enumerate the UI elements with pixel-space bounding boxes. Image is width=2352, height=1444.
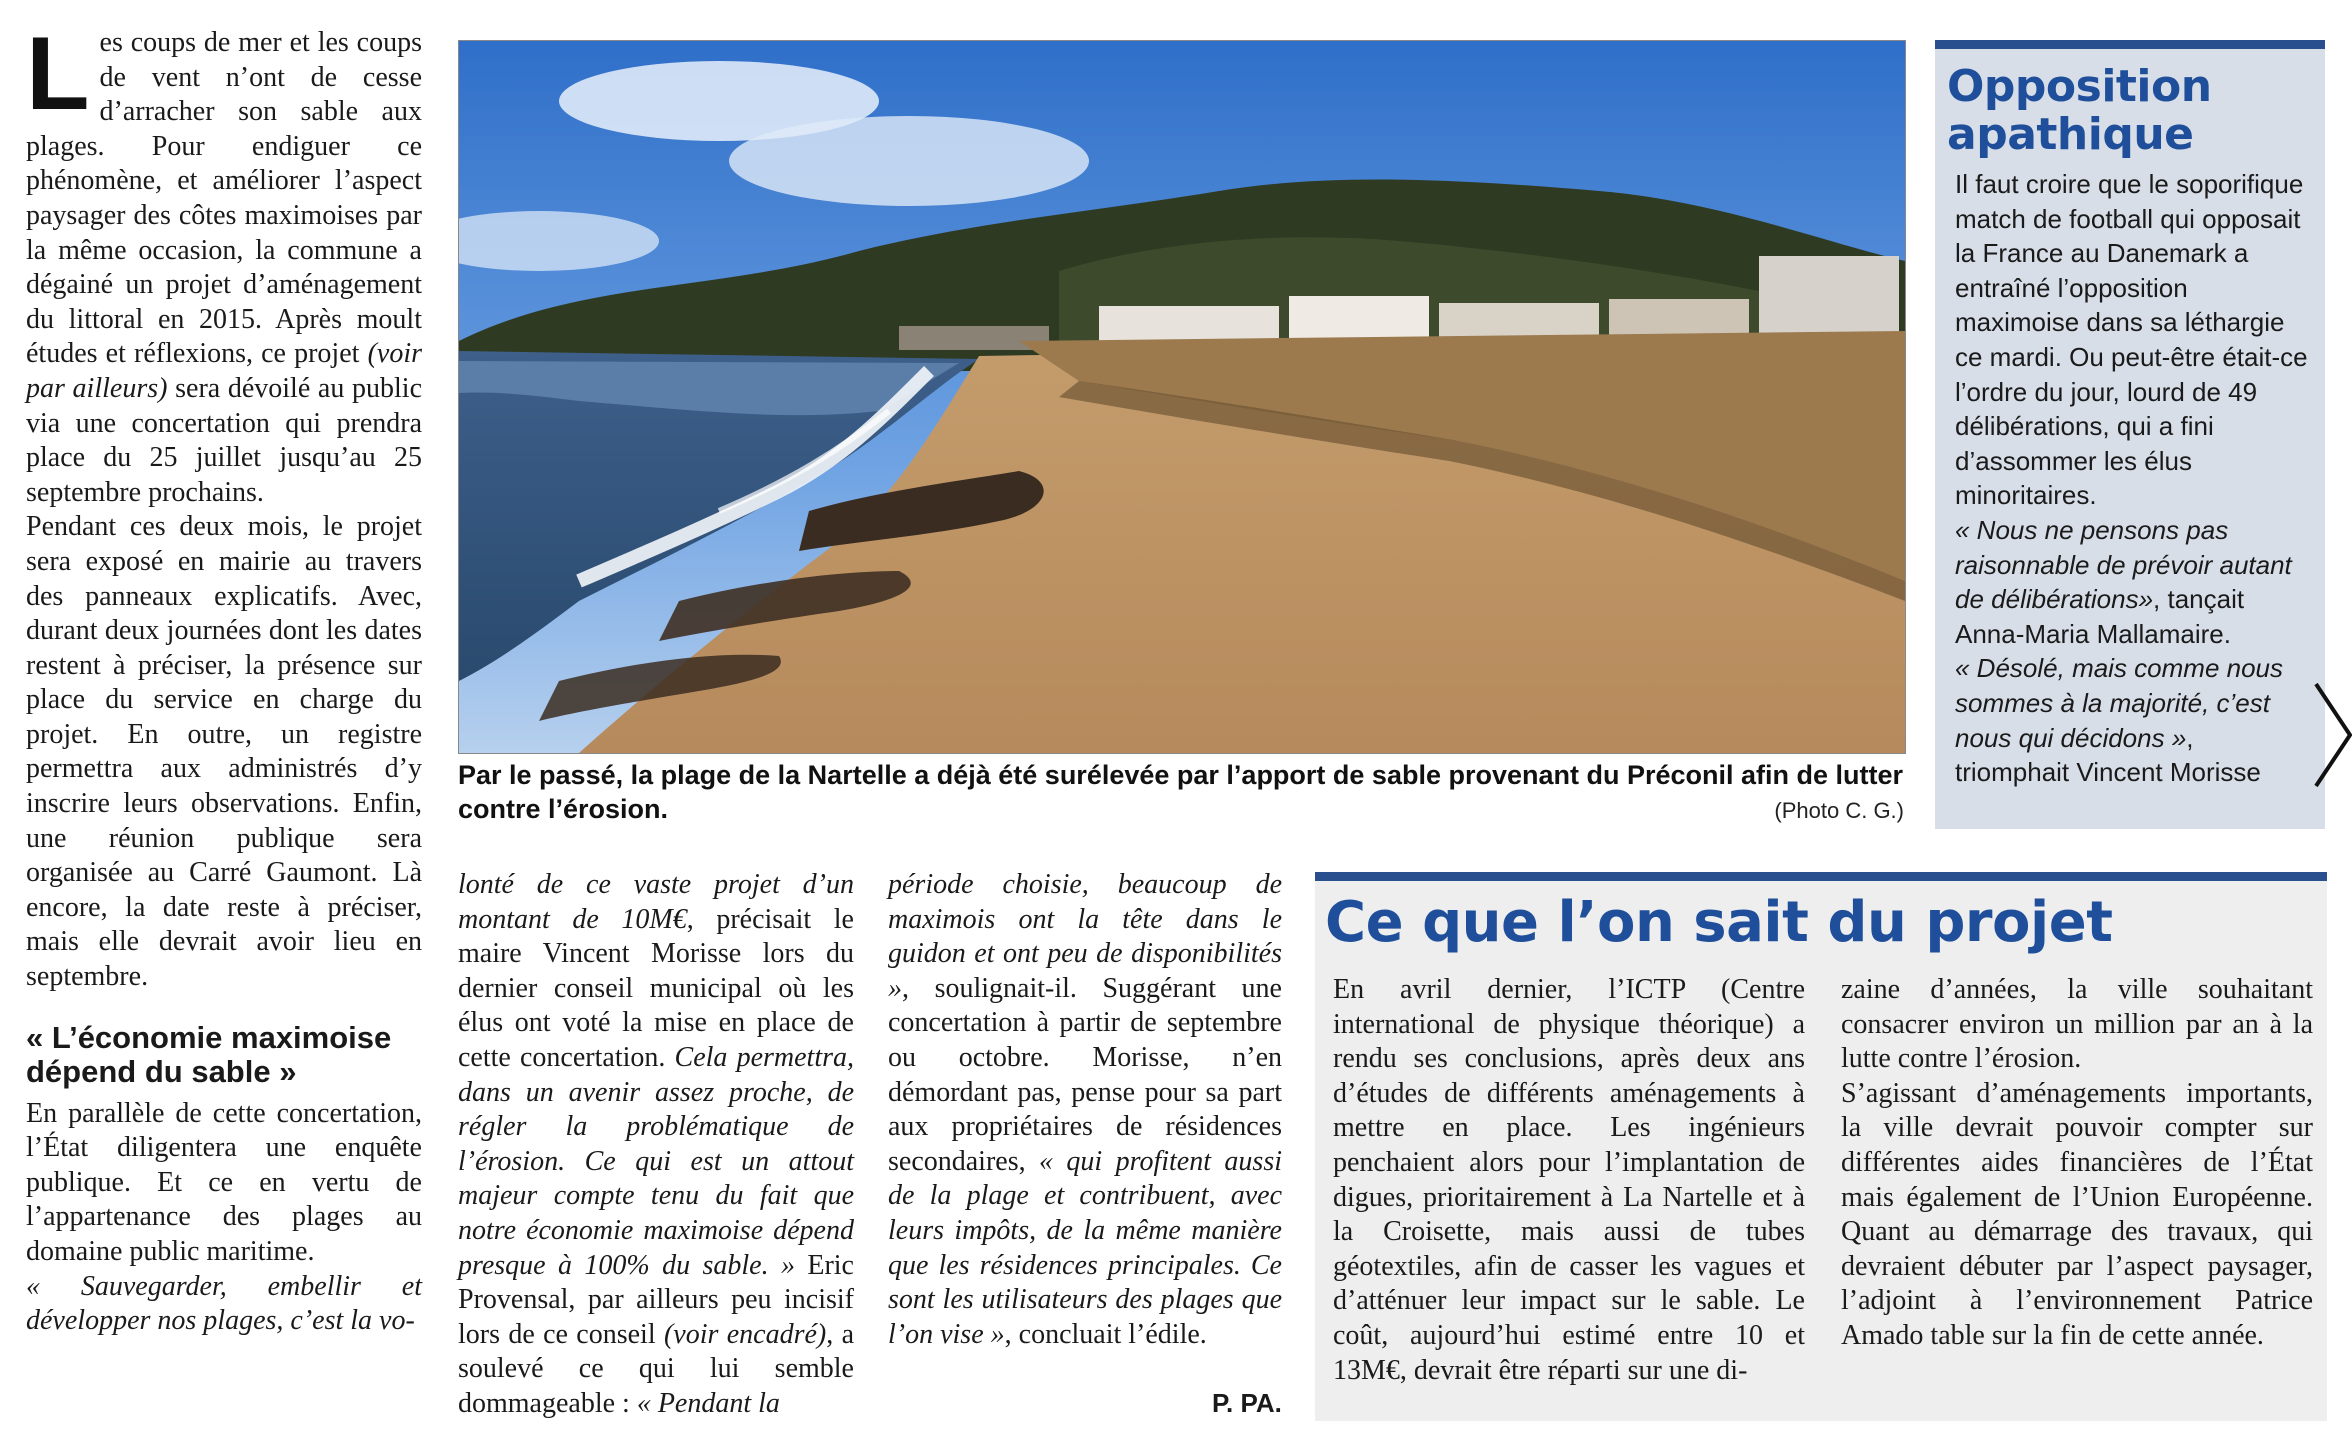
article-column-1: [26, 16, 423, 1339]
sidebar-title: Opposition apathique: [1947, 61, 2212, 160]
drop-cap: L: [26, 16, 90, 132]
sidebar-quote-2: « Désolé, mais comme nous sommes à la majorité, c’est nous qui décidons », triomphait Vincent Morisse: [1955, 653, 2284, 788]
sidebar-paragraph: Il faut croire que le soporifique match de football qui opposait la France au Danemark a entraîné l’opposition maximoise dans sa léthargie ce mardi. Ou peut-être était-ce l’ordre du jour, lourd de 49 délibérations, qui a fini d’assommer les élus minoritaires.: [1955, 169, 2308, 511]
box-paragraph-2: zaine d’années, la ville souhaitant consacrer environ un million par an à la lutte contre l’érosion.: [1841, 974, 2313, 1075]
article-col2-text: lonté de ce vaste projet d’un montant de 10M€, précisait le maire Vincent Morisse lors du dernier conseil municipal où les élus ont voté la mise en place de cette concertation. Cela permettra, dans un avenir assez proche, de régler la problématique de l’érosion. Ce qui est un attout majeur compte tenu du fait que notre économie maximoise dépend presque à 100% du sable. » Eric Provensal, par ailleurs peu incisif lors de ce conseil (voir encadré), a soulevé ce qui lui semble dommageable : « Pendant la: [458, 869, 855, 1419]
article-col3-text: période choisie, beaucoup de maximois ont la tête dans le guidon et ont peu de disponibilités », soulignait-il. Suggérant une concertation à partir de septembre ou octobre. Morisse, n’en démordant pas, pense pour sa part aux propriétaires de résidences secondaires, « qui profitent aussi de la plage et contribuent, avec leurs impôts, de la même manière que les résidences principales. Ce sont les utilisateurs des plages que l’on vise », concluait l’édile.: [888, 869, 1282, 1350]
box-column-2: [1841, 973, 2313, 1354]
box-title: Ce que l’on sait du projet: [1325, 890, 2113, 955]
author-signature: P. PA.: [1212, 1388, 1282, 1418]
article-subheading: « L’économie maximoise dépend du sable »: [26, 1019, 392, 1089]
article-column-3: [888, 868, 1282, 1352]
beach-photo: [458, 40, 1906, 754]
project-info-box: [1315, 872, 2327, 1421]
sidebar-body: [1955, 167, 2311, 790]
photo-credit: (Photo C. G.): [1774, 798, 1904, 823]
article-paragraph-2: Pendant ces deux mois, le projet sera exposé en mairie au travers des panneaux explicatifs. Avec, durant deux journées dont les dates restent à préciser, la présence sur place du service en charge du projet. En outre, un registre permettra aux administrés d’y inscrire leurs observations. Enfin, une réunion publique sera organisée au Carré Gaumont. Là encore, la date reste à préciser, mais elle devrait avoir lieu en septembre.: [26, 511, 422, 993]
article-column-2: [458, 868, 854, 1422]
article-paragraph-3: En parallèle de cette concertation, l’État diligentera une enquête publique. Et ce en vertu de l’appartenance des plages au domaine public maritime.: [26, 1097, 422, 1267]
sidebar-quote-1: « Nous ne pensons pas raisonnable de prévoir autant de délibérations», tançait Anna-Maria Mallamaire.: [1955, 514, 2292, 649]
chevron-right-icon[interactable]: [2312, 680, 2352, 795]
photo-caption: Par le passé, la plage de la Nartelle a déjà été surélevée par l’apport de sable provenant du Préconil afin de lutter contre l’érosion.: [458, 760, 1904, 824]
sidebar-opposition: [1935, 40, 2325, 829]
box-paragraph-1: En avril dernier, l’ICTP (Centre international de physique théorique) a rendu ses conclusions, après deux ans d’études de différents aménagements à mettre en place. Les ingénieurs penchaient alors pour l’implantation de digues, prioritairement à La Nartelle et à la Croisette, mais aussi de tubes géotextiles, afin de casser les vagues et d’atténuer leur impact sur le sable. Le coût, aujourd’hui estimé entre 10 et 13M€, devrait être réparti sur une di-: [1333, 974, 1805, 1386]
box-paragraph-3: S’agissant d’aménagements importants, la ville devrait pouvoir compter sur différentes aides financières de l’État mais également de l’Union Européenne. Quant au démarrage des travaux, qui devraient débuter par l’aspect paysager, l’adjoint à l’environnement Patrice Amado table sur la fin de cette année.: [1841, 1077, 2313, 1351]
article-paragraph-1: Les coups de mer et les coups de vent n’ont de cesse d’arracher son sable aux plages. Pour endiguer ce phénomène, et améliorer l’aspect paysager des côtes maximoises par la même occasion, la commune a dégainé un projet d’aménagement du littoral en 2015. Après moult études et réflexions, ce projet (voir par ailleurs) sera dévoilé au public via une concertation qui prendra place du 25 juillet jusqu’au 25 septembre prochains.: [26, 16, 423, 508]
article-paragraph-4: « Sauvegarder, embellir et développer nos plages, c’est la vo-: [26, 1270, 422, 1337]
box-column-1: [1333, 973, 1805, 1388]
